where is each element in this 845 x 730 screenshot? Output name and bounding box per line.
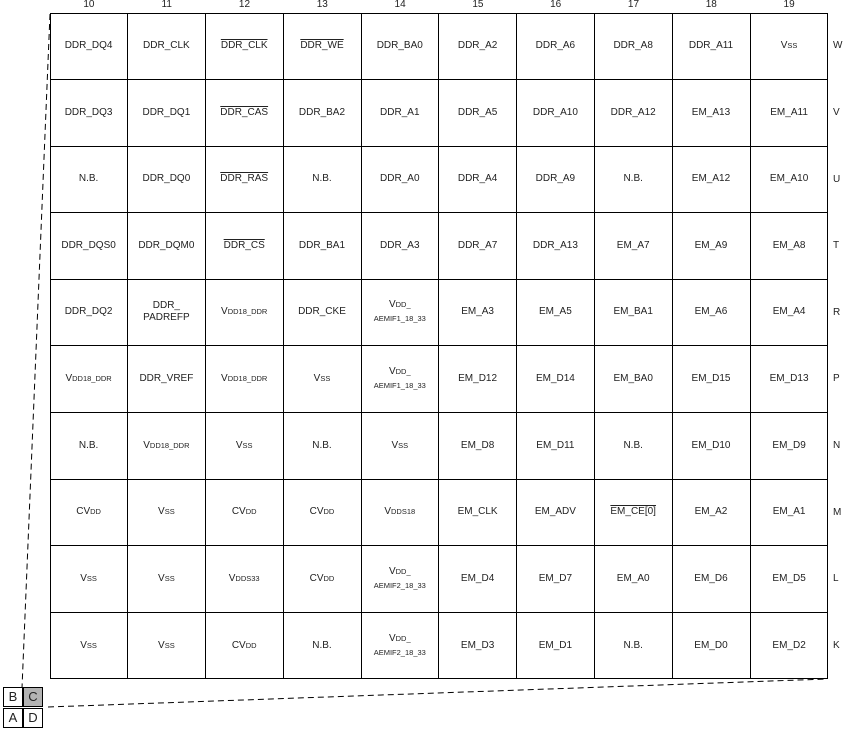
pin-name: V bbox=[313, 373, 321, 384]
pin-name: DDR_BA2 bbox=[298, 106, 346, 118]
pin-name: EM_A3 bbox=[461, 306, 494, 318]
pin-name: CV bbox=[231, 506, 246, 518]
pin-name: EM_D6 bbox=[694, 572, 728, 584]
ball-cell-t18 bbox=[672, 213, 750, 280]
ball-cell-n13 bbox=[283, 413, 361, 480]
pin-name: EM_D7 bbox=[538, 572, 573, 584]
row-header-m: M bbox=[833, 506, 842, 518]
pin-name: EM_ADV bbox=[534, 506, 576, 518]
row-header-w: W bbox=[833, 40, 843, 52]
ball-cell-n16 bbox=[517, 413, 595, 480]
column-header-12: 12 bbox=[238, 0, 251, 10]
pin-subscript: DD bbox=[245, 640, 257, 650]
pin-name: EM_D5 bbox=[772, 572, 806, 584]
pin-name: DDR_DQ1 bbox=[142, 106, 191, 118]
ball-cell-n10 bbox=[50, 413, 128, 480]
pin-subscript: DD bbox=[323, 573, 335, 583]
pin-subscript: SS bbox=[242, 440, 253, 450]
pin-subscript: SS bbox=[320, 374, 331, 383]
quadrant-a: A bbox=[3, 708, 23, 728]
pin-subscript: DD bbox=[323, 507, 335, 517]
ball-cell-k18 bbox=[672, 612, 750, 679]
pin-name: V bbox=[221, 306, 228, 318]
pin-name: EM_A5 bbox=[538, 306, 572, 318]
ball-cell-k19 bbox=[750, 612, 828, 679]
pin-name: V bbox=[228, 572, 236, 584]
pin-power-domain: AEMIF1_18_33 bbox=[373, 314, 426, 324]
pin-name: EM_A8 bbox=[772, 239, 806, 251]
pin-name: EM_A13 bbox=[691, 106, 731, 118]
pin-name: EM_A2 bbox=[694, 506, 728, 518]
pin-name: N.B. bbox=[623, 639, 643, 651]
ball-cell-r11 bbox=[128, 279, 206, 346]
pin-name: V bbox=[158, 572, 165, 584]
pin-name: EM_D0 bbox=[694, 639, 728, 651]
row-header-l: L bbox=[833, 573, 839, 585]
ball-cell-p16 bbox=[517, 346, 595, 413]
dashed-line-lower bbox=[48, 679, 827, 707]
pin-name: EM_D9 bbox=[772, 439, 806, 451]
column-header-10: 10 bbox=[83, 0, 95, 10]
pin-name: DDR_A1 bbox=[380, 106, 420, 118]
pin-name: EM_D12 bbox=[458, 373, 498, 384]
ball-cell-m12 bbox=[206, 479, 284, 546]
column-header-15: 15 bbox=[472, 0, 484, 10]
pin-name: DDR_A13 bbox=[532, 239, 578, 251]
row-header-v: V bbox=[833, 106, 840, 118]
pin-name: EM_A10 bbox=[769, 173, 809, 185]
ball-cell-n14 bbox=[361, 413, 439, 480]
ball-cell-k11 bbox=[128, 612, 206, 679]
ball-cell-u19 bbox=[750, 146, 828, 213]
row-header-r: R bbox=[833, 306, 841, 318]
column-header-13: 13 bbox=[316, 0, 328, 10]
pin-name: EM_A1 bbox=[772, 506, 806, 518]
pin-name: N.B. bbox=[623, 173, 643, 185]
pin-name: CV bbox=[76, 506, 91, 518]
row-header-p: P bbox=[833, 373, 840, 385]
ball-cell-m16 bbox=[517, 479, 595, 546]
pin-power-domain: AEMIF1_18_33 bbox=[373, 381, 426, 390]
pin-subscript: DDS18 bbox=[391, 507, 416, 517]
column-header-16: 16 bbox=[550, 0, 562, 10]
ball-cell-k16 bbox=[517, 612, 595, 679]
ball-cell-t14 bbox=[361, 213, 439, 280]
ball-cell-l17 bbox=[595, 546, 673, 613]
ball-cell-p13 bbox=[283, 346, 361, 413]
ball-cell-r19 bbox=[750, 279, 828, 346]
pin-name: N.B. bbox=[312, 639, 332, 651]
ball-grid bbox=[50, 13, 828, 679]
ball-cell-v14 bbox=[361, 80, 439, 147]
ball-cell-r10 bbox=[50, 279, 128, 346]
ball-cell-u10 bbox=[50, 146, 128, 213]
pin-subscript: SS bbox=[86, 573, 97, 583]
pin-name: DDR_BA1 bbox=[298, 239, 346, 251]
ball-cell-m17 bbox=[595, 479, 673, 546]
ball-cell-v18 bbox=[672, 80, 750, 147]
pin-subscript: DD18_DDR bbox=[227, 307, 268, 317]
ball-cell-l13 bbox=[283, 546, 361, 613]
pin-subscript: DDS33 bbox=[235, 573, 260, 583]
ball-cell-l11 bbox=[128, 546, 206, 613]
ball-cell-l15 bbox=[439, 546, 517, 613]
pin-name: V bbox=[158, 506, 165, 518]
pin-name: DDR_A7 bbox=[457, 239, 498, 251]
column-header-14: 14 bbox=[394, 0, 406, 10]
pin-subscript: DD bbox=[245, 507, 257, 517]
ball-cell-k13 bbox=[283, 612, 361, 679]
pin-name: V bbox=[80, 639, 87, 651]
pin-name: DDR_BA0 bbox=[376, 40, 423, 51]
pin-name: DDR_A4 bbox=[457, 173, 498, 185]
ball-cell-u16 bbox=[517, 146, 595, 213]
ball-cell-p17 bbox=[595, 346, 673, 413]
ball-cell-l12 bbox=[206, 546, 284, 613]
pin-name: DDR_DQM0 bbox=[138, 239, 195, 251]
pin-name: EM_D13 bbox=[769, 373, 809, 384]
pin-name: EM_BA0 bbox=[613, 373, 653, 384]
pin-name: N.B. bbox=[312, 173, 332, 185]
pin-name: V bbox=[80, 572, 87, 584]
row-header-t: T bbox=[833, 240, 840, 252]
pin-name: EM_D3 bbox=[460, 639, 495, 651]
ball-cell-w18 bbox=[672, 13, 750, 80]
pin-name: V bbox=[388, 565, 396, 577]
ball-cell-r17 bbox=[595, 279, 673, 346]
ball-cell-t15 bbox=[439, 213, 517, 280]
dashed-line-upper bbox=[22, 14, 50, 688]
pin-name: DDR_A10 bbox=[532, 106, 578, 118]
pin-name: EM_CE[0] bbox=[610, 506, 656, 518]
ball-cell-t12 bbox=[206, 213, 284, 280]
column-header-19: 19 bbox=[783, 0, 795, 10]
ball-cell-v12 bbox=[206, 80, 284, 147]
ball-cell-v11 bbox=[128, 80, 206, 147]
pin-name: DDR_A12 bbox=[610, 106, 656, 118]
pin-name: N.B. bbox=[78, 439, 99, 451]
pin-name: DDR_CS bbox=[223, 239, 265, 251]
ball-cell-p14 bbox=[361, 346, 439, 413]
ball-cell-v16 bbox=[517, 80, 595, 147]
pin-name: CV bbox=[309, 506, 324, 518]
pin-name: EM_A6 bbox=[694, 306, 728, 318]
pin-name: EM_A11 bbox=[770, 106, 808, 118]
ball-cell-w16 bbox=[517, 13, 595, 80]
pin-name: CV bbox=[309, 572, 324, 584]
ball-cell-r15 bbox=[439, 279, 517, 346]
ball-cell-t19 bbox=[750, 213, 828, 280]
pin-name: V bbox=[65, 373, 73, 384]
pin-name: EM_A7 bbox=[616, 239, 650, 251]
pin-name: V bbox=[780, 40, 788, 51]
ball-cell-l10 bbox=[50, 546, 128, 613]
pin-name: N.B. bbox=[623, 439, 643, 451]
pin-subscript: SS bbox=[398, 440, 409, 450]
ball-cell-n18 bbox=[672, 413, 750, 480]
pin-name: EM_D4 bbox=[460, 572, 495, 584]
ball-cell-u12 bbox=[206, 146, 284, 213]
pin-name: V bbox=[221, 373, 228, 384]
quadrant-d: D bbox=[23, 708, 43, 728]
pin-name: DDR_CAS bbox=[220, 106, 269, 118]
pin-name: V bbox=[388, 632, 396, 644]
pin-name: DDR_WE bbox=[300, 40, 344, 51]
pin-subscript: DD18_DDR bbox=[149, 440, 190, 450]
pin-name: DDR_CKE bbox=[298, 306, 346, 318]
ball-cell-w11 bbox=[128, 13, 206, 80]
ball-cell-u18 bbox=[672, 146, 750, 213]
ball-cell-m18 bbox=[672, 479, 750, 546]
ball-cell-v15 bbox=[439, 80, 517, 147]
pin-subscript: DD_ bbox=[395, 566, 411, 576]
pin-subscript: SS bbox=[164, 640, 175, 650]
ball-cell-m13 bbox=[283, 479, 361, 546]
pin-name: N.B. bbox=[312, 439, 332, 451]
ball-cell-w10 bbox=[50, 13, 128, 80]
pin-name: EM_D14 bbox=[535, 373, 575, 384]
ball-cell-v17 bbox=[595, 80, 673, 147]
pin-name: EM_BA1 bbox=[613, 306, 653, 318]
ball-cell-r12 bbox=[206, 279, 284, 346]
pin-name: V bbox=[143, 439, 150, 451]
pin-name: V bbox=[388, 366, 396, 377]
pin-name: V bbox=[384, 506, 392, 518]
ball-cell-l19 bbox=[750, 546, 828, 613]
ball-cell-w13 bbox=[283, 13, 361, 80]
pin-name: V bbox=[235, 439, 243, 451]
pin-name: EM_A4 bbox=[772, 306, 806, 318]
pin-name: DDR_A5 bbox=[457, 106, 498, 118]
pin-name: V bbox=[391, 439, 399, 451]
ball-cell-p15 bbox=[439, 346, 517, 413]
pin-subscript: DD bbox=[90, 507, 101, 517]
pin-name: EM_D1 bbox=[538, 639, 573, 651]
ball-cell-u13 bbox=[283, 146, 361, 213]
pin-name: EM_D2 bbox=[772, 639, 806, 651]
pin-name: N.B. bbox=[78, 173, 99, 185]
pin-name: EM_D11 bbox=[536, 439, 575, 451]
ball-cell-r16 bbox=[517, 279, 595, 346]
quadrant-b: B bbox=[3, 687, 23, 707]
ball-cell-w19 bbox=[750, 13, 828, 80]
pin-name: EM_A12 bbox=[691, 173, 731, 185]
ball-cell-m11 bbox=[128, 479, 206, 546]
pin-subscript: DD_ bbox=[395, 367, 411, 376]
pin-subscript: SS bbox=[86, 640, 97, 650]
ball-cell-k15 bbox=[439, 612, 517, 679]
pin-name: DDR_RAS bbox=[220, 173, 269, 185]
pin-name-line2: PADREFP bbox=[143, 312, 190, 324]
ball-cell-l18 bbox=[672, 546, 750, 613]
ball-cell-p19 bbox=[750, 346, 828, 413]
row-header-u: U bbox=[833, 173, 841, 185]
pin-name: EM_D15 bbox=[691, 373, 731, 384]
pin-name: EM_A9 bbox=[694, 239, 728, 251]
ball-cell-p11 bbox=[128, 346, 206, 413]
column-header-11: 11 bbox=[161, 0, 172, 10]
row-header-n: N bbox=[833, 439, 841, 451]
pin-subscript: SS bbox=[164, 573, 175, 583]
pin-name: V bbox=[388, 299, 396, 311]
pin-name: DDR_DQ0 bbox=[142, 173, 191, 185]
pin-name: DDR_DQ4 bbox=[64, 40, 113, 51]
pin-name: EM_D8 bbox=[460, 439, 495, 451]
ball-cell-p10 bbox=[50, 346, 128, 413]
pin-name: DDR_A8 bbox=[613, 40, 653, 51]
ball-cell-p18 bbox=[672, 346, 750, 413]
ball-cell-k10 bbox=[50, 612, 128, 679]
column-header-18: 18 bbox=[705, 0, 717, 10]
ball-cell-v10 bbox=[50, 80, 128, 147]
pin-name: EM_D10 bbox=[691, 439, 731, 451]
pin-name: DDR_A3 bbox=[380, 239, 420, 251]
ball-cell-k17 bbox=[595, 612, 673, 679]
pin-name: DDR_CLK bbox=[220, 40, 268, 51]
pin-subscript: DD18_DDR bbox=[227, 374, 268, 383]
ball-cell-w14 bbox=[361, 13, 439, 80]
ball-cell-m19 bbox=[750, 479, 828, 546]
ball-cell-n12 bbox=[206, 413, 284, 480]
ball-cell-n19 bbox=[750, 413, 828, 480]
ball-cell-u15 bbox=[439, 146, 517, 213]
pin-name: DDR_ bbox=[152, 300, 180, 312]
pin-subscript: SS bbox=[164, 507, 175, 517]
pin-name: EM_A0 bbox=[616, 572, 650, 584]
ball-cell-t16 bbox=[517, 213, 595, 280]
ball-cell-u17 bbox=[595, 146, 673, 213]
quadrant-c: C bbox=[23, 687, 43, 707]
pin-power-domain: AEMIF2_18_33 bbox=[373, 580, 426, 590]
pin-subscript: DD_ bbox=[395, 300, 411, 310]
ball-cell-k14 bbox=[361, 612, 439, 679]
pin-name: DDR_A0 bbox=[380, 173, 420, 185]
ball-cell-t13 bbox=[283, 213, 361, 280]
ball-cell-n11 bbox=[128, 413, 206, 480]
pin-name: DDR_CLK bbox=[143, 40, 190, 51]
ball-cell-m10 bbox=[50, 479, 128, 546]
ball-cell-v13 bbox=[283, 80, 361, 147]
pin-name: V bbox=[158, 639, 165, 651]
pin-name: DDR_DQ2 bbox=[64, 306, 113, 318]
ball-cell-w17 bbox=[595, 13, 673, 80]
ball-cell-m15 bbox=[439, 479, 517, 546]
ball-cell-l14 bbox=[361, 546, 439, 613]
pin-name: DDR_DQS0 bbox=[61, 239, 116, 251]
pin-name: CV bbox=[231, 639, 246, 651]
pin-name: EM_CLK bbox=[457, 506, 498, 518]
ball-cell-m14 bbox=[361, 479, 439, 546]
pin-subscript: DD_ bbox=[395, 633, 411, 643]
ball-cell-k12 bbox=[206, 612, 284, 679]
ball-cell-u14 bbox=[361, 146, 439, 213]
pin-name: DDR_A9 bbox=[535, 173, 576, 185]
ball-cell-r13 bbox=[283, 279, 361, 346]
ball-cell-n17 bbox=[595, 413, 673, 480]
ball-cell-p12 bbox=[206, 346, 284, 413]
ball-cell-r14 bbox=[361, 279, 439, 346]
row-header-k: K bbox=[833, 639, 840, 651]
ball-cell-r18 bbox=[672, 279, 750, 346]
pin-subscript: DD18_DDR bbox=[72, 374, 112, 383]
column-header-17: 17 bbox=[627, 0, 640, 10]
ball-cell-w12 bbox=[206, 13, 284, 80]
pin-name: DDR_A6 bbox=[535, 40, 576, 51]
pin-name: DDR_VREF bbox=[139, 373, 194, 384]
pin-subscript: SS bbox=[787, 41, 798, 50]
pin-name: DDR_DQ3 bbox=[64, 106, 113, 118]
ball-cell-l16 bbox=[517, 546, 595, 613]
ball-cell-t11 bbox=[128, 213, 206, 280]
pin-name: DDR_A11 bbox=[688, 40, 734, 51]
ball-cell-u11 bbox=[128, 146, 206, 213]
pin-name: DDR_A2 bbox=[457, 40, 498, 51]
ball-cell-v19 bbox=[750, 80, 828, 147]
ball-cell-t17 bbox=[595, 213, 673, 280]
ball-cell-t10 bbox=[50, 213, 128, 280]
ball-cell-n15 bbox=[439, 413, 517, 480]
pin-power-domain: AEMIF2_18_33 bbox=[373, 647, 426, 657]
ball-cell-w15 bbox=[439, 13, 517, 80]
